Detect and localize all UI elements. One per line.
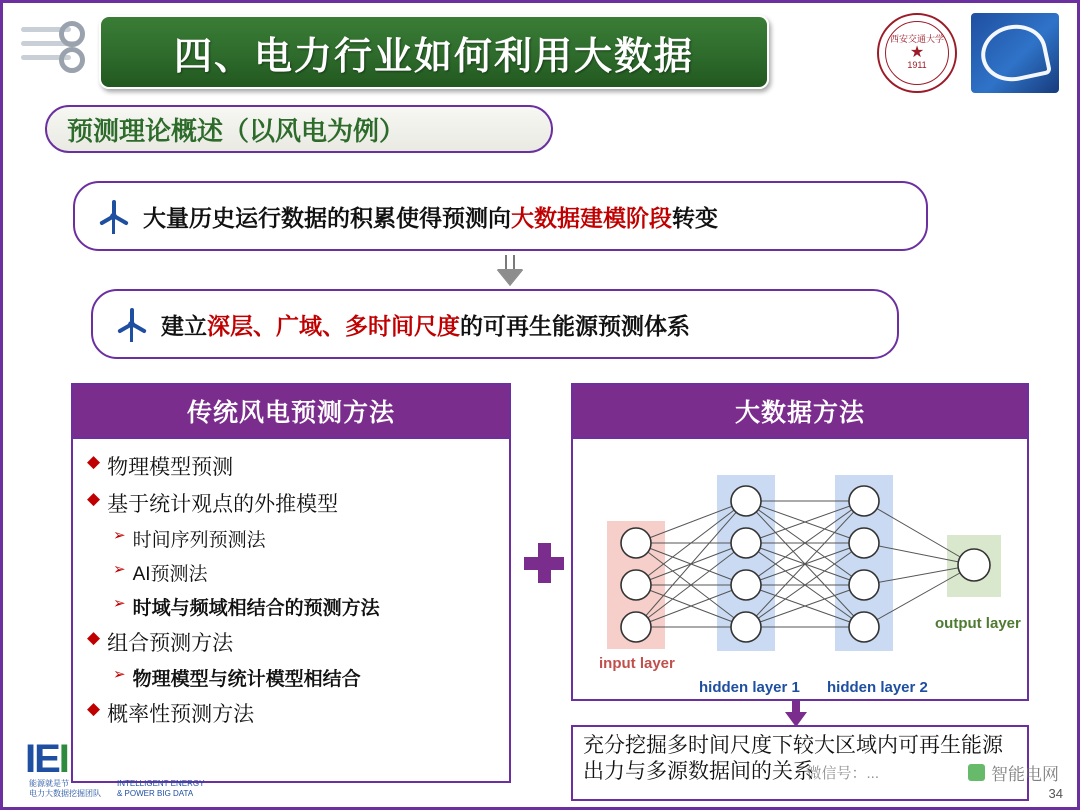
traditional-methods-header [73, 385, 509, 439]
input-layer-label: input layer [599, 655, 675, 672]
callout-2-part-0: 建立 [161, 312, 207, 339]
conclusion-text: 充分挖掘多时间尺度下较大区域内可再生能源出力与多源数据间的关系 [583, 734, 1003, 784]
list-item-label: 物理模型与统计模型相结合 [132, 669, 361, 690]
watermark [968, 760, 1059, 785]
bigdata-methods-panel [571, 383, 1029, 701]
callout-box-1 [73, 181, 928, 251]
list-item-label: 时间序列预测法 [132, 530, 266, 551]
team-logo-mark: IEI [25, 737, 68, 781]
page-number: 34 [1048, 786, 1063, 801]
list-item [113, 593, 499, 620]
seal-top-text: 西安交通大学 [889, 34, 944, 45]
page-title-text: 四、电力行业如何利用大数据 [173, 35, 694, 78]
output-layer-label: output layer [935, 615, 1021, 632]
traditional-methods-body [73, 439, 509, 741]
watermark-secondary: 微信号：... [806, 765, 879, 782]
arrow-bullet-icon: ➢ [113, 527, 126, 544]
section-subtitle [45, 105, 553, 153]
list-item-label: 概率性预测方法 [107, 703, 255, 726]
list-item-label: 时域与频域相结合的预测方法 [132, 598, 380, 619]
watermark-text: 智能电网 [991, 765, 1059, 784]
list-item [87, 698, 499, 728]
arrow-down-icon [497, 255, 523, 285]
seal-year-text: 1911 [907, 60, 927, 71]
callout-2-part-1: 深层、广域、多时间尺度 [207, 312, 460, 339]
callout-1-part-0: 大量历史运行数据的积累使得预测向 [143, 204, 511, 231]
diamond-bullet-icon: ◆ [87, 452, 101, 471]
neural-network-diagram [577, 443, 1023, 696]
list-item [87, 488, 499, 518]
callout-1-part-1: 大数据建模阶段 [511, 204, 672, 231]
list-item-label: 物理模型预测 [107, 456, 234, 479]
team-logo [25, 737, 235, 799]
diamond-bullet-icon: ◆ [87, 628, 101, 647]
callout-box-2 [91, 289, 899, 359]
traditional-methods-panel [71, 383, 511, 783]
traditional-methods-title: 传统风电预测方法 [186, 399, 395, 427]
list-item [87, 627, 499, 657]
bigdata-methods-header [573, 385, 1027, 439]
hamburger-rings-icon [21, 21, 97, 83]
callout-2-text [161, 308, 690, 341]
bigdata-methods-title: 大数据方法 [734, 399, 865, 427]
arrow-down-purple-icon [785, 701, 807, 727]
callout-2-part-2: 的可再生能源预测体系 [460, 312, 690, 339]
callout-1-part-2: 转变 [672, 204, 718, 231]
diamond-bullet-icon: ◆ [87, 699, 101, 718]
wind-turbine-icon [111, 304, 151, 344]
callout-1-text [143, 200, 718, 233]
list-item-label: AI预测法 [132, 564, 208, 585]
bigdata-methods-body [573, 439, 1027, 697]
section-subtitle-text: 预测理论概述（以风电为例） [67, 115, 406, 146]
team-logo-en: INTELLIGENT ENERGY & POWER BIG DATA [117, 779, 205, 798]
wechat-icon [968, 764, 985, 781]
arrow-bullet-icon: ➢ [113, 595, 126, 612]
arrow-bullet-icon: ➢ [113, 561, 126, 578]
diamond-bullet-icon: ◆ [87, 489, 101, 508]
list-item [87, 451, 499, 481]
institute-logo [971, 13, 1059, 93]
list-item [113, 525, 499, 552]
hidden-layer-1-label: hidden layer 1 [699, 679, 800, 696]
list-item [113, 559, 499, 586]
plus-icon [524, 543, 564, 583]
list-item-label: 基于统计观点的外推模型 [107, 493, 339, 516]
wind-turbine-icon [93, 196, 133, 236]
team-logo-cn: 能源就是节 电力大数据挖掘团队 [29, 779, 101, 798]
page-title [99, 15, 769, 89]
arrow-bullet-icon: ➢ [113, 666, 126, 683]
list-item-label: 组合预测方法 [107, 632, 234, 655]
star-icon: ★ [909, 43, 925, 61]
slide-header [11, 11, 1069, 103]
list-item [113, 664, 499, 691]
conclusion-box [571, 725, 1029, 801]
hidden-layer-2-label: hidden layer 2 [827, 679, 928, 696]
traditional-methods-list [87, 451, 499, 728]
university-seal-logo [877, 13, 957, 93]
